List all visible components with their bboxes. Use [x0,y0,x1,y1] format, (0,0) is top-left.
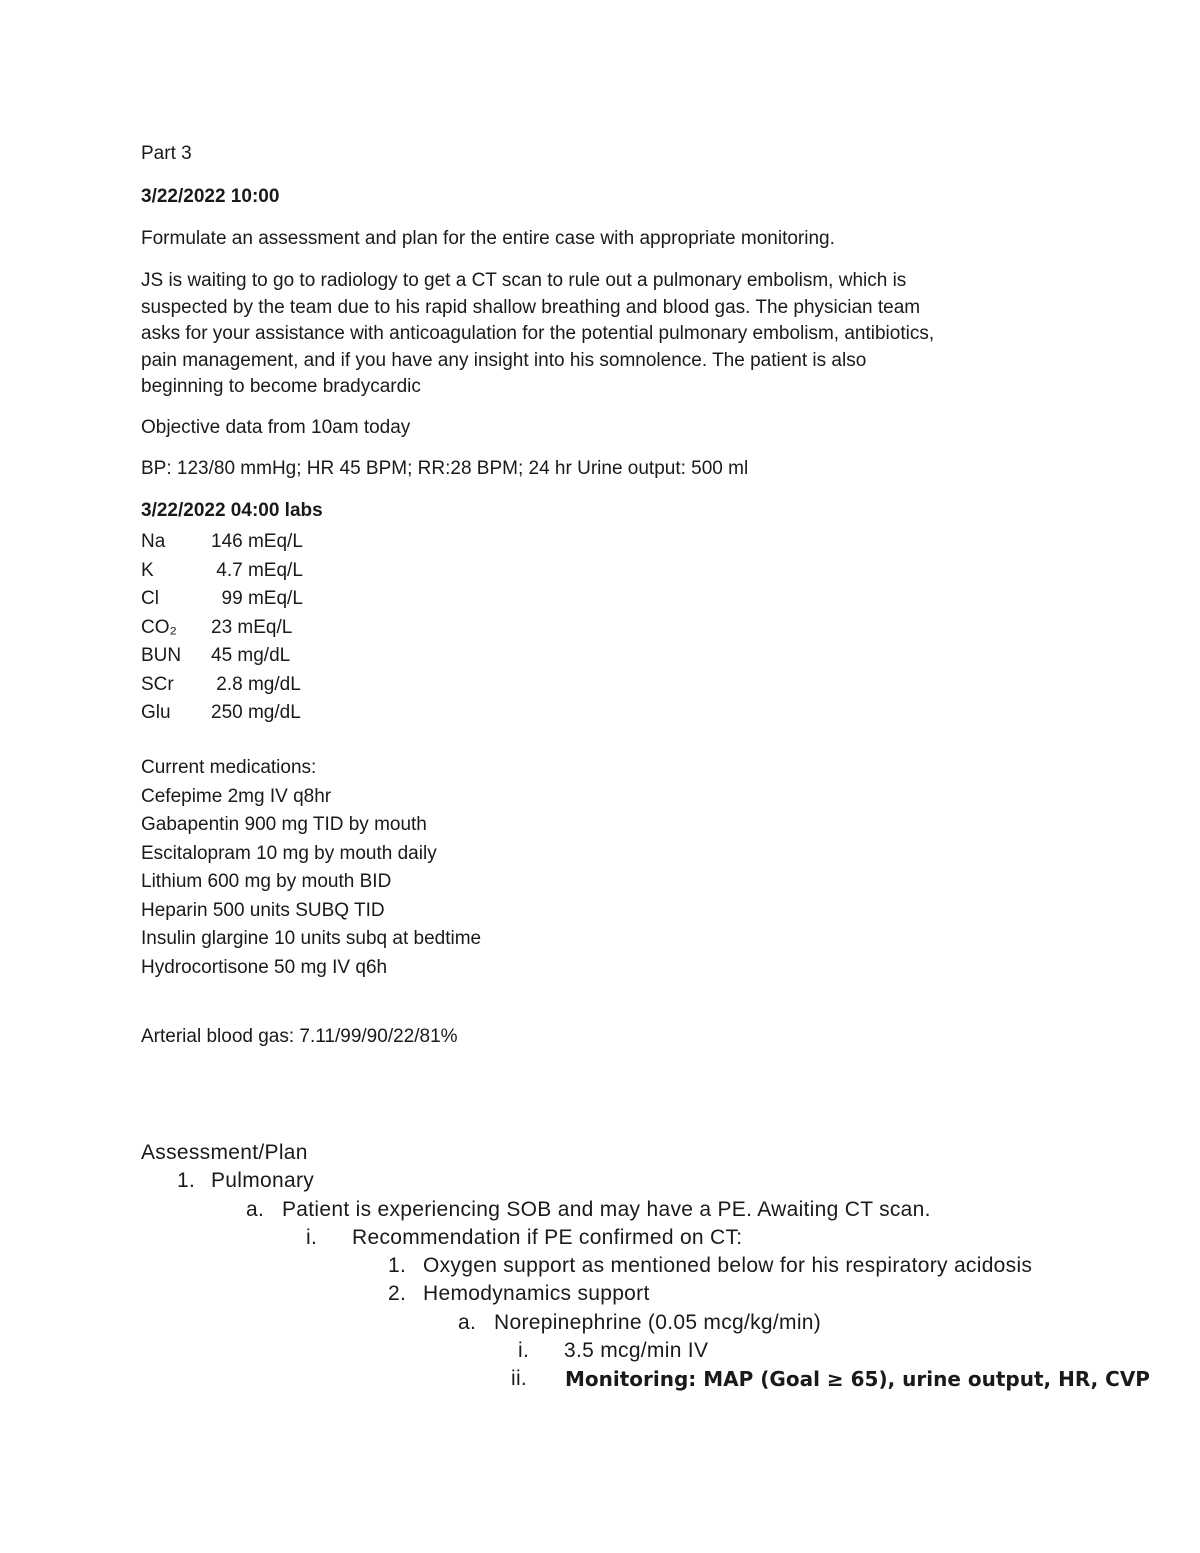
plan-marker: a. [246,1197,265,1221]
lab-name: SCr [141,673,174,695]
lab-row [141,528,303,557]
abg-text: Arterial blood gas: 7.11/99/90/22/81% [141,1026,458,1047]
case-line: beginning to become bradycardic [141,376,421,397]
lab-name: Glu [141,702,171,723]
plan-item [141,1365,1200,1393]
plan-text: Patient is experiencing SOB and may have a PE. Awaiting CT scan. [282,1197,931,1221]
labs-heading: 3/22/2022 04:00 labs [141,500,323,521]
lab-value: 146 mEq/L [211,531,303,552]
assessment-heading-row [141,1139,1200,1167]
part-title: Part 3 [141,143,192,164]
lab-name: K [141,559,154,581]
plan-text: Hemodynamics support [423,1282,650,1306]
lab-name: BUN [141,645,182,666]
plan-marker: 1. [388,1254,407,1278]
plan-marker: 1. [177,1169,196,1193]
lab-name: CO₂ [141,616,177,638]
plan-item [141,1309,1200,1337]
lab-value: 45 mg/dL [211,645,291,666]
lab-row [141,642,303,671]
plan-item [141,1224,1200,1252]
lab-name: Na [141,531,166,552]
datetime-heading: 3/22/2022 10:00 [141,186,280,207]
plan-item [141,1167,1200,1195]
plan-text: Oxygen support as mentioned below for his respiratory acidosis [423,1254,1033,1278]
objective-heading: Objective data from 10am today [141,417,411,438]
case-line: suspected by the team due to his rapid shallow breathing and blood gas. The physician team [141,296,921,318]
lab-row [141,585,303,614]
plan-text: Pulmonary [211,1169,315,1193]
plan-item [141,1280,1200,1308]
lab-value: 250 mg/dL [211,702,301,723]
assessment-plan [141,1139,1200,1394]
medication-item: Gabapentin 900 mg TID by mouth [141,814,427,835]
plan-item [141,1252,1200,1280]
labs-list [141,528,303,728]
plan-marker: a. [458,1310,477,1334]
lab-value: 4.7 mEq/L [211,559,303,581]
medication-item: Lithium 600 mg by mouth BID [141,871,392,892]
case-line: asks for your assistance with anticoagulation for the potential pulmonary embolism, antibiotics, [141,323,935,344]
medication-item: Insulin glargine 10 units subq at bedtime [141,928,482,949]
case-line: pain management, and if you have any insight into his somnolence. The patient is also [141,349,867,371]
medication-item: Escitalopram 10 mg by mouth daily [141,842,437,864]
plan-item [141,1196,1200,1224]
plan-text: Recommendation if PE confirmed on CT: [352,1225,743,1249]
plan-marker: 2. [388,1282,407,1306]
medications-list [141,754,481,982]
assessment-heading: Assessment/Plan [141,1141,308,1164]
plan-item [141,1337,1200,1365]
lab-value: 99 mEq/L [211,588,303,609]
plan-text: Norepinephrine (0.05 mcg/kg/min) [494,1310,822,1334]
vitals-text: BP: 123/80 mmHg; HR 45 BPM; RR:28 BPM; 24 hr Urine output: 500 ml [141,458,749,479]
plan-marker: i. [306,1225,318,1249]
instruction-text: Formulate an assessment and plan for the entire case with appropriate monitoring. [141,228,835,249]
plan-marker: i. [518,1339,530,1363]
case-description [141,268,1061,401]
medication-item: Heparin 500 units SUBQ TID [141,899,385,921]
lab-value: 2.8 mg/dL [211,673,301,695]
lab-name: Cl [141,588,159,609]
case-line: JS is waiting to go to radiology to get a CT scan to rule out a pulmonary embolism, which is [141,270,907,291]
medications-heading: Current medications: [141,757,317,778]
medication-item: Hydrocortisone 50 mg IV q6h [141,956,388,978]
monitoring-text: Monitoring: MAP (Goal ≥ 65), urine output, HR, CVP [565,1367,1150,1392]
lab-row [141,557,303,586]
lab-row [141,671,303,700]
lab-row [141,614,303,643]
lab-value: 23 mEq/L [211,616,293,638]
plan-text: 3.5 mcg/min IV [564,1339,709,1363]
plan-marker: ii. [511,1367,528,1391]
lab-row [141,699,303,728]
medication-item: Cefepime 2mg IV q8hr [141,785,332,807]
